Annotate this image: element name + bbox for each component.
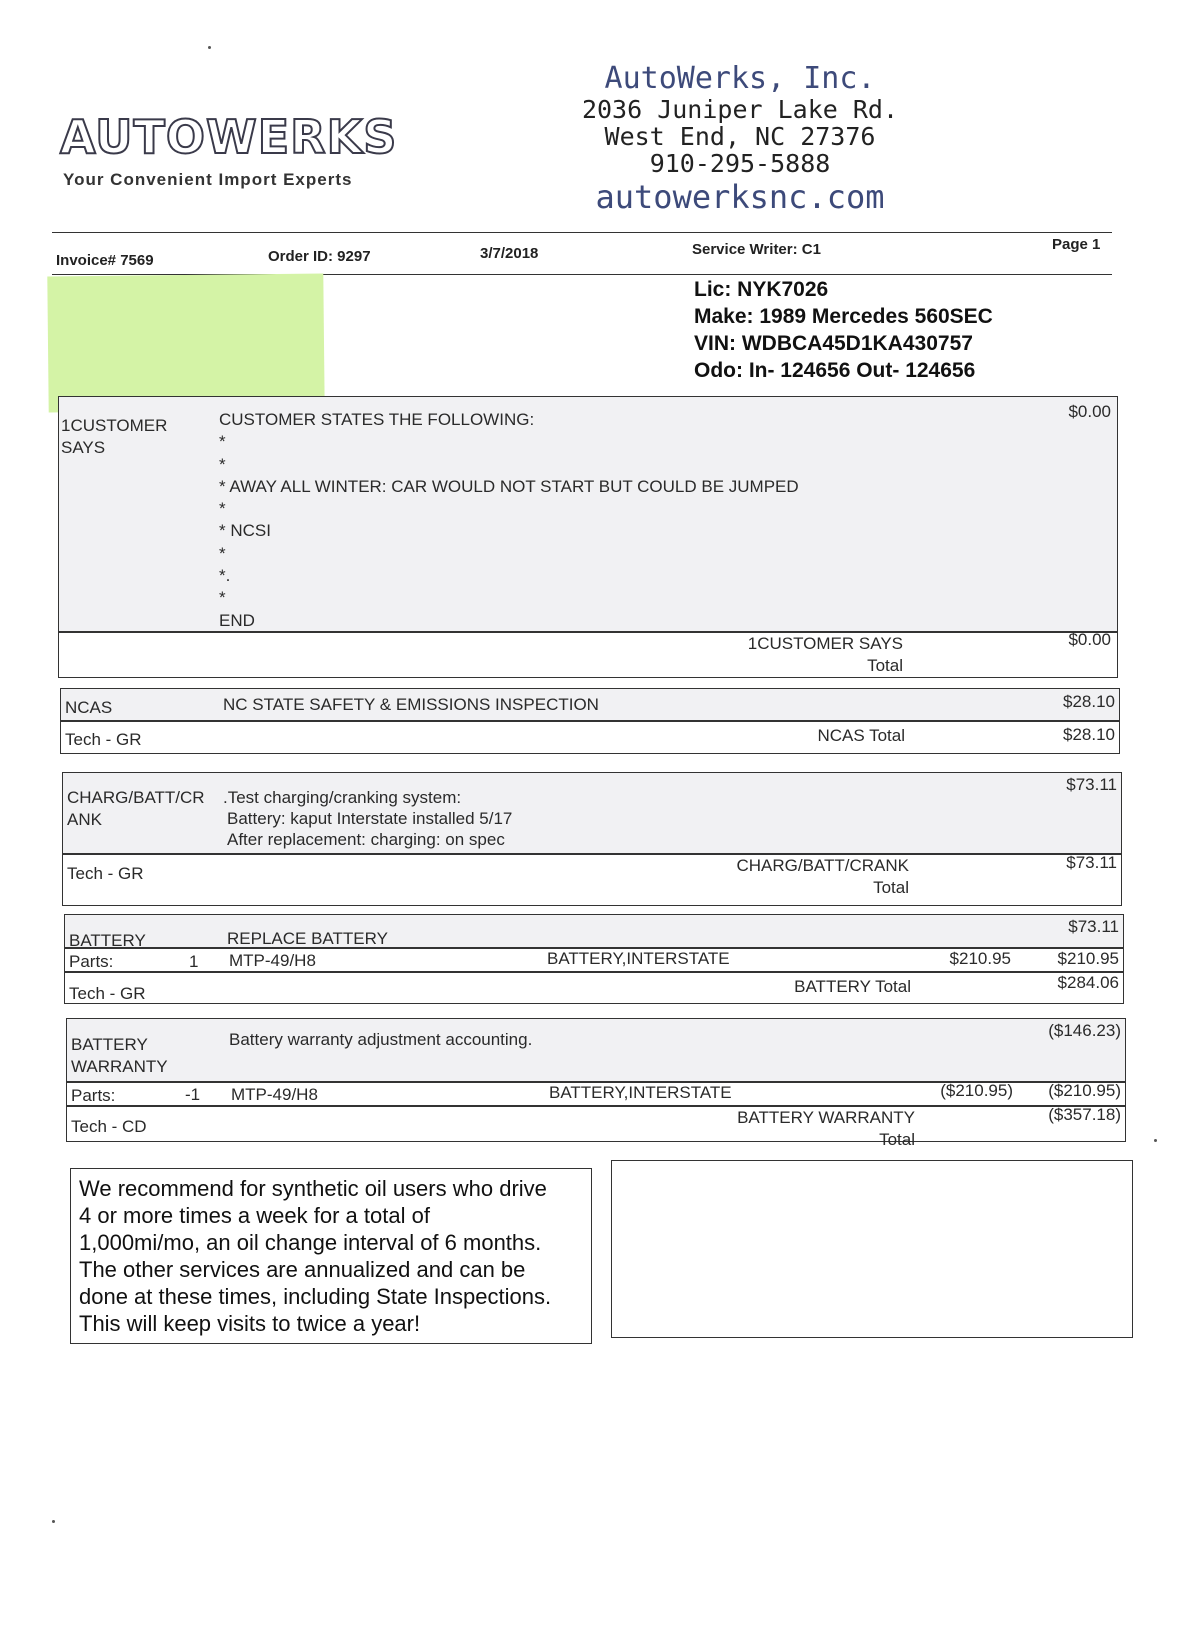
complaint-line: *.	[219, 566, 231, 586]
complaint-line: *	[219, 543, 226, 563]
warranty-qty: -1	[185, 1085, 201, 1104]
autowerks-logo: AUTOWERKS	[60, 110, 398, 164]
complaint-line: CUSTOMER STATES THE FOLLOWING:	[219, 410, 535, 429]
invoice-number: Invoice# 7569	[56, 252, 154, 269]
vehicle-info	[694, 276, 993, 384]
phone-number: 910-295-5888	[649, 149, 831, 178]
battery-total: $284.06	[1057, 973, 1119, 992]
complaint-line: END	[219, 610, 255, 630]
warranty-part-description: BATTERY,INTERSTATE	[549, 1083, 732, 1102]
invoice-date: 3/7/2018	[480, 245, 539, 262]
recommendation-line: 1,000mi/mo, an oil change interval of 6 months.	[79, 1230, 542, 1255]
battery-qty: 1	[189, 952, 199, 971]
vehicle-make: Make: 1989 Mercedes 560SEC	[694, 305, 993, 328]
charg-total-label	[736, 855, 909, 899]
battery-part-description: BATTERY,INTERSTATE	[547, 949, 730, 968]
ncas-total: $28.10	[1063, 725, 1115, 744]
website: autowerksnc.com	[595, 178, 885, 216]
charg-notes	[223, 787, 512, 850]
warranty-unit-price: ($210.95)	[940, 1081, 1013, 1100]
code-line: CHARG/BATT/CR	[67, 788, 205, 807]
blank-notes-box	[611, 1160, 1133, 1338]
company-name: AutoWerks, Inc.	[604, 61, 876, 96]
battery-box	[64, 914, 1124, 948]
complaint-line: *	[219, 499, 226, 519]
battery-description: REPLACE BATTERY	[227, 929, 388, 948]
ncas-total-label: NCAS Total	[817, 726, 905, 745]
warranty-amount: ($146.23)	[1048, 1021, 1121, 1040]
battery-unit-price: $210.95	[949, 949, 1011, 968]
warranty-ext-price: ($210.95)	[1048, 1081, 1121, 1100]
charg-total: $73.11	[1066, 853, 1117, 872]
complaint-line: *	[219, 588, 226, 608]
code-line: SAYS	[61, 438, 106, 457]
sticky-note	[47, 274, 324, 413]
code-line: BATTERY	[71, 1035, 148, 1054]
warranty-total: ($357.18)	[1048, 1105, 1121, 1124]
battery-amount: $73.11	[1068, 917, 1119, 936]
address-line-2: West End, NC 27376	[604, 122, 876, 151]
battery-parts-row	[64, 948, 1124, 972]
customer-says-amount: $0.00	[1068, 402, 1111, 421]
warranty-description: Battery warranty adjustment accounting.	[229, 1030, 533, 1049]
warranty-box	[66, 1018, 1126, 1082]
customer-says-total-row	[58, 632, 1118, 678]
battery-total-label: BATTERY Total	[794, 977, 911, 996]
charg-tech: Tech - GR	[67, 864, 144, 883]
charg-code	[67, 787, 205, 831]
complaint-line: *	[219, 432, 226, 452]
total-label-line: Total	[867, 656, 903, 675]
total-label-line: BATTERY WARRANTY	[737, 1108, 915, 1127]
warranty-total-row	[66, 1105, 1126, 1149]
page-number: Page 1	[1052, 236, 1101, 253]
customer-says-code	[61, 415, 167, 459]
charg-amount: $73.11	[1066, 775, 1117, 794]
customer-says-box	[58, 396, 1118, 632]
recommendation-line: 4 or more times a week for a total of	[79, 1203, 430, 1228]
service-writer: Service Writer: C1	[692, 241, 821, 258]
address-line-1: 2036 Juniper Lake Rd.	[581, 95, 899, 124]
ncas-amount: $28.10	[1063, 692, 1115, 711]
charg-line: After replacement: charging: on spec	[227, 830, 505, 849]
warranty-code	[71, 1034, 168, 1078]
warranty-part-number: MTP-49/H8	[231, 1085, 318, 1104]
customer-says-total: $0.00	[1068, 630, 1111, 649]
logo-tagline: Your Convenient Import Experts	[63, 170, 353, 189]
charg-total-row	[62, 854, 1122, 906]
charg-line: Battery: kaput Interstate installed 5/17	[227, 809, 513, 828]
ncas-total-row	[60, 721, 1120, 754]
warranty-total-label	[737, 1107, 915, 1151]
odometer: Odo: In- 124656 Out- 124656	[694, 359, 976, 382]
code-line: 1CUSTOMER	[61, 416, 168, 435]
header-rule-top	[52, 232, 1112, 233]
total-label-line: Total	[879, 1130, 915, 1149]
customer-says-total-label	[748, 633, 903, 677]
recommendation-box	[70, 1168, 592, 1344]
code-line: WARRANTY	[71, 1057, 168, 1076]
battery-part-number: MTP-49/H8	[229, 951, 316, 970]
battery-code: BATTERY	[69, 931, 146, 950]
warranty-parts-row	[66, 1082, 1126, 1106]
total-label-line: 1CUSTOMER SAYS	[747, 634, 903, 653]
order-id: Order ID: 9297	[268, 248, 371, 265]
customer-says-lines	[219, 409, 799, 632]
battery-ext-price: $210.95	[1057, 949, 1119, 968]
complaint-line: * NCSI	[219, 521, 271, 541]
recommendation-line: The other services are annualized and can be	[79, 1257, 526, 1282]
code-line: ANK	[67, 810, 102, 829]
vehicle-vin: VIN: WDBCA45D1KA430757	[694, 332, 973, 355]
company-address-block	[540, 62, 940, 217]
recommendation-line: done at these times, including State Inspections.	[79, 1284, 552, 1309]
complaint-line: *	[219, 454, 226, 474]
recommendation-line: This will keep visits to twice a year!	[79, 1311, 421, 1336]
battery-parts-label: Parts:	[69, 952, 114, 971]
warranty-tech: Tech - CD	[71, 1117, 147, 1136]
warranty-parts-label: Parts:	[71, 1086, 116, 1105]
charg-line: .Test charging/cranking system:	[223, 788, 462, 807]
scan-speck	[208, 46, 211, 49]
total-label-line: Total	[873, 878, 909, 897]
battery-total-row	[64, 972, 1124, 1004]
ncas-code: NCAS	[65, 698, 113, 717]
ncas-tech: Tech - GR	[65, 730, 142, 749]
ncas-box	[60, 688, 1120, 721]
scan-speck	[1154, 1139, 1157, 1142]
battery-tech: Tech - GR	[69, 984, 146, 1003]
license-plate: Lic: NYK7026	[694, 278, 829, 301]
recommendation-line: We recommend for synthetic oil users who drive	[79, 1176, 547, 1201]
total-label-line: CHARG/BATT/CRANK	[736, 856, 909, 875]
charg-box	[62, 772, 1122, 854]
ncas-description: NC STATE SAFETY & EMISSIONS INSPECTION	[223, 695, 599, 714]
recommendation-text	[79, 1175, 551, 1337]
scan-speck	[52, 1520, 55, 1523]
complaint-line: * AWAY ALL WINTER: CAR WOULD NOT START BUT COULD BE JUMPED	[219, 476, 799, 496]
